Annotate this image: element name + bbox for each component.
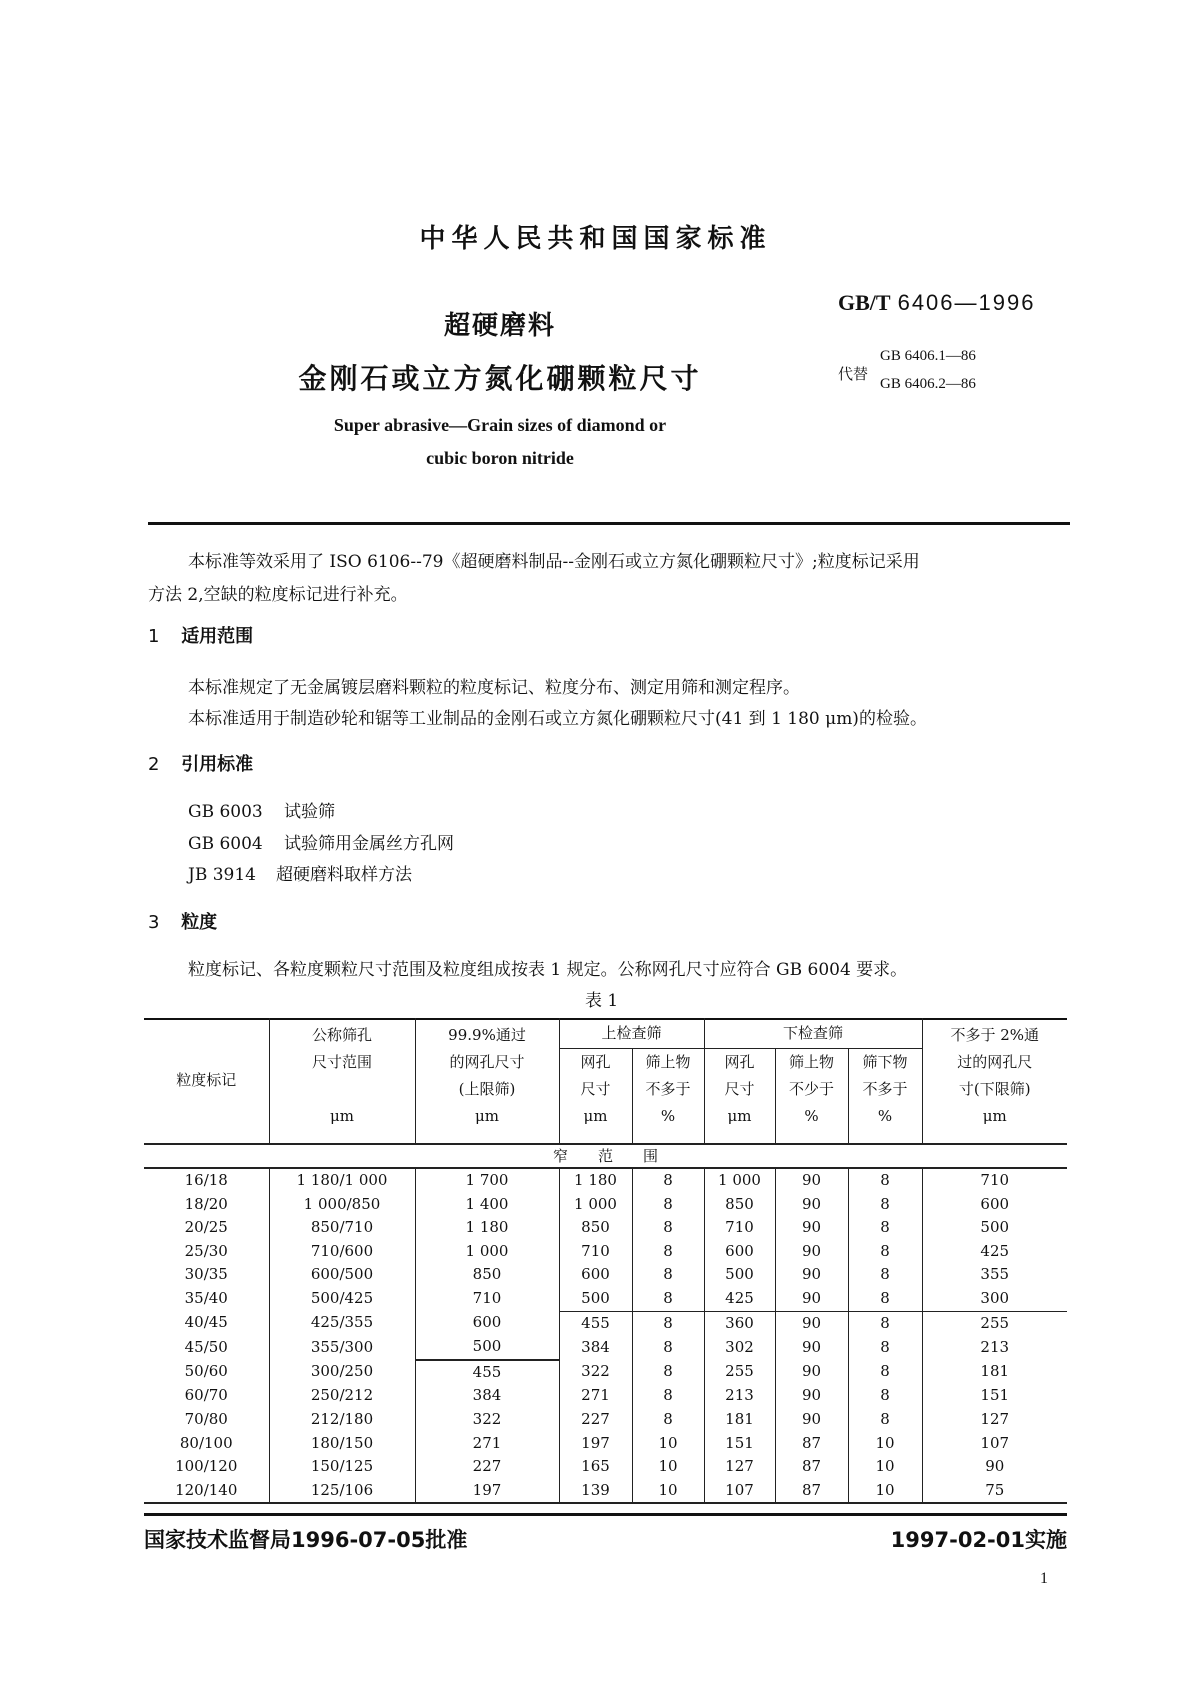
- title-en-line2: cubic boron nitride: [426, 448, 574, 468]
- header-lower-aperture: 网孔 尺寸 μm: [704, 1049, 775, 1145]
- table-row: 70/80 212/180 322 227 8 181 90 8 127: [144, 1408, 1067, 1432]
- section-3-heading: [148, 908, 217, 934]
- grain-size-table: [144, 1018, 1067, 1504]
- header-lower-under-max: 筛下物 不多于 %: [848, 1049, 922, 1145]
- reference-name: 超硬磨料取样方法: [276, 865, 412, 885]
- reference-code: GB 6004: [188, 834, 263, 854]
- replaces-label: 代替: [838, 367, 869, 383]
- effective-date: 1997-02-01实施: [890, 1528, 1067, 1552]
- standard-prefix: GB/T: [838, 290, 891, 315]
- table-row: 50/60 300/250 455 322 8 255 90 8 181: [144, 1360, 1067, 1385]
- reference-name: 试验筛用金属丝方孔网: [284, 834, 454, 854]
- intro-line1: 本标准等效采用了 ISO 6106--79《超硬磨料制品--金刚石或立方氮化硼颗粒尺寸》;粒度标记采用: [188, 552, 920, 572]
- approval-date: 国家技术监督局1996-07-05批准: [144, 1528, 468, 1552]
- table-row: 18/20 1 000/850 1 400 1 000 8 850 90 8 600: [144, 1193, 1067, 1217]
- section-title: 引用标准: [181, 754, 254, 775]
- header-upper-aperture: 网孔 尺寸 μm: [559, 1049, 632, 1145]
- table-row: 30/35 600/500 850 600 8 500 90 8 355: [144, 1263, 1067, 1287]
- section-1-paragraph-2: 本标准适用于制造砂轮和锯等工业制品的金刚石或立方氮化硼颗粒尺寸(41 到 1 180 μm)的检验。: [188, 709, 927, 729]
- table-row: 45/50 355/300 500 384 8 302 90 8 213: [144, 1335, 1067, 1360]
- header-grit: 粒度标记: [144, 1018, 269, 1144]
- intro-line2: 方法 2,空缺的粒度标记进行补充。: [148, 585, 408, 605]
- table-row: 120/140 125/106 197 139 10 107 87 10 75: [144, 1479, 1067, 1504]
- title-cn-line1: 超硬磨料: [443, 311, 556, 341]
- section-number: 1: [148, 626, 160, 647]
- table-row: 16/18 1 180/1 000 1 700 1 180 8 1 000 90 8 710: [144, 1168, 1067, 1193]
- title-cn-line2: 金刚石或立方氮化硼颗粒尺寸: [298, 362, 702, 395]
- reference-item: [188, 829, 454, 854]
- replaces-item-2: GB 6406.2—86: [880, 376, 976, 392]
- section-number: 3: [148, 912, 160, 933]
- header-nominal-range: 公称筛孔 尺寸范围 μm: [269, 1018, 415, 1144]
- reference-name: 试验筛: [284, 802, 335, 822]
- section-2-heading: [148, 750, 253, 776]
- table-row: 25/30 710/600 1 000 710 8 600 90 8 425: [144, 1240, 1067, 1264]
- reference-item: [188, 860, 412, 885]
- reference-code: GB 6003: [188, 802, 263, 822]
- section-title: 适用范围: [181, 626, 254, 647]
- reference-item: [188, 797, 335, 822]
- section-3-paragraph: 粒度标记、各粒度颗粒尺寸范围及粒度组成按表 1 规定。公称网孔尺寸应符合 GB 6004 要求。: [188, 960, 908, 980]
- table-caption: 表 1: [585, 991, 619, 1011]
- header-lower-sieve: 下检查筛: [704, 1018, 922, 1049]
- header-divider: [148, 522, 1070, 525]
- table-row: 60/70 250/212 384 271 8 213 90 8 151: [144, 1384, 1067, 1408]
- table-row: 35/40 500/425 710 500 8 425 90 8 300: [144, 1287, 1067, 1311]
- standard-code: 6406—1996: [897, 290, 1036, 315]
- section-1-heading: [148, 622, 253, 648]
- header-pass-99-9: 99.9%通过 的网孔尺寸 (上限筛) μm: [415, 1018, 559, 1144]
- title-en-line1: Super abrasive—Grain sizes of diamond or: [333, 415, 667, 435]
- header-pass-2pct: 不多于 2%通 过的网孔尺 寸(下限筛) μm: [922, 1018, 1067, 1144]
- national-standard-title: 中华人民共和国国家标准: [419, 224, 772, 254]
- header-upper-sieve: 上检查筛: [559, 1018, 704, 1049]
- header-lower-on-min: 筛上物 不少于 %: [775, 1049, 848, 1145]
- table-row: 40/45 425/355 600 455 8 360 90 8 255: [144, 1311, 1067, 1335]
- table-row: 20/25 850/710 1 180 850 8 710 90 8 500: [144, 1216, 1067, 1240]
- table-row: 100/120 150/125 227 165 10 127 87 10 90: [144, 1455, 1067, 1479]
- replaces-item-1: GB 6406.1—86: [880, 348, 976, 364]
- section-narrow-range: 窄 范 围: [144, 1144, 1067, 1168]
- section-title: 粒度: [181, 912, 218, 933]
- reference-code: JB 3914: [188, 865, 256, 885]
- section-number: 2: [148, 754, 160, 775]
- footer-divider: [144, 1513, 1067, 1516]
- header-upper-on-max: 筛上物 不多于 %: [632, 1049, 704, 1145]
- page-number: 1: [1040, 1570, 1048, 1587]
- table-row: 80/100 180/150 271 197 10 151 87 10 107: [144, 1432, 1067, 1456]
- section-1-paragraph-1: 本标准规定了无金属镀层磨料颗粒的粒度标记、粒度分布、测定用筛和测定程序。: [188, 678, 800, 698]
